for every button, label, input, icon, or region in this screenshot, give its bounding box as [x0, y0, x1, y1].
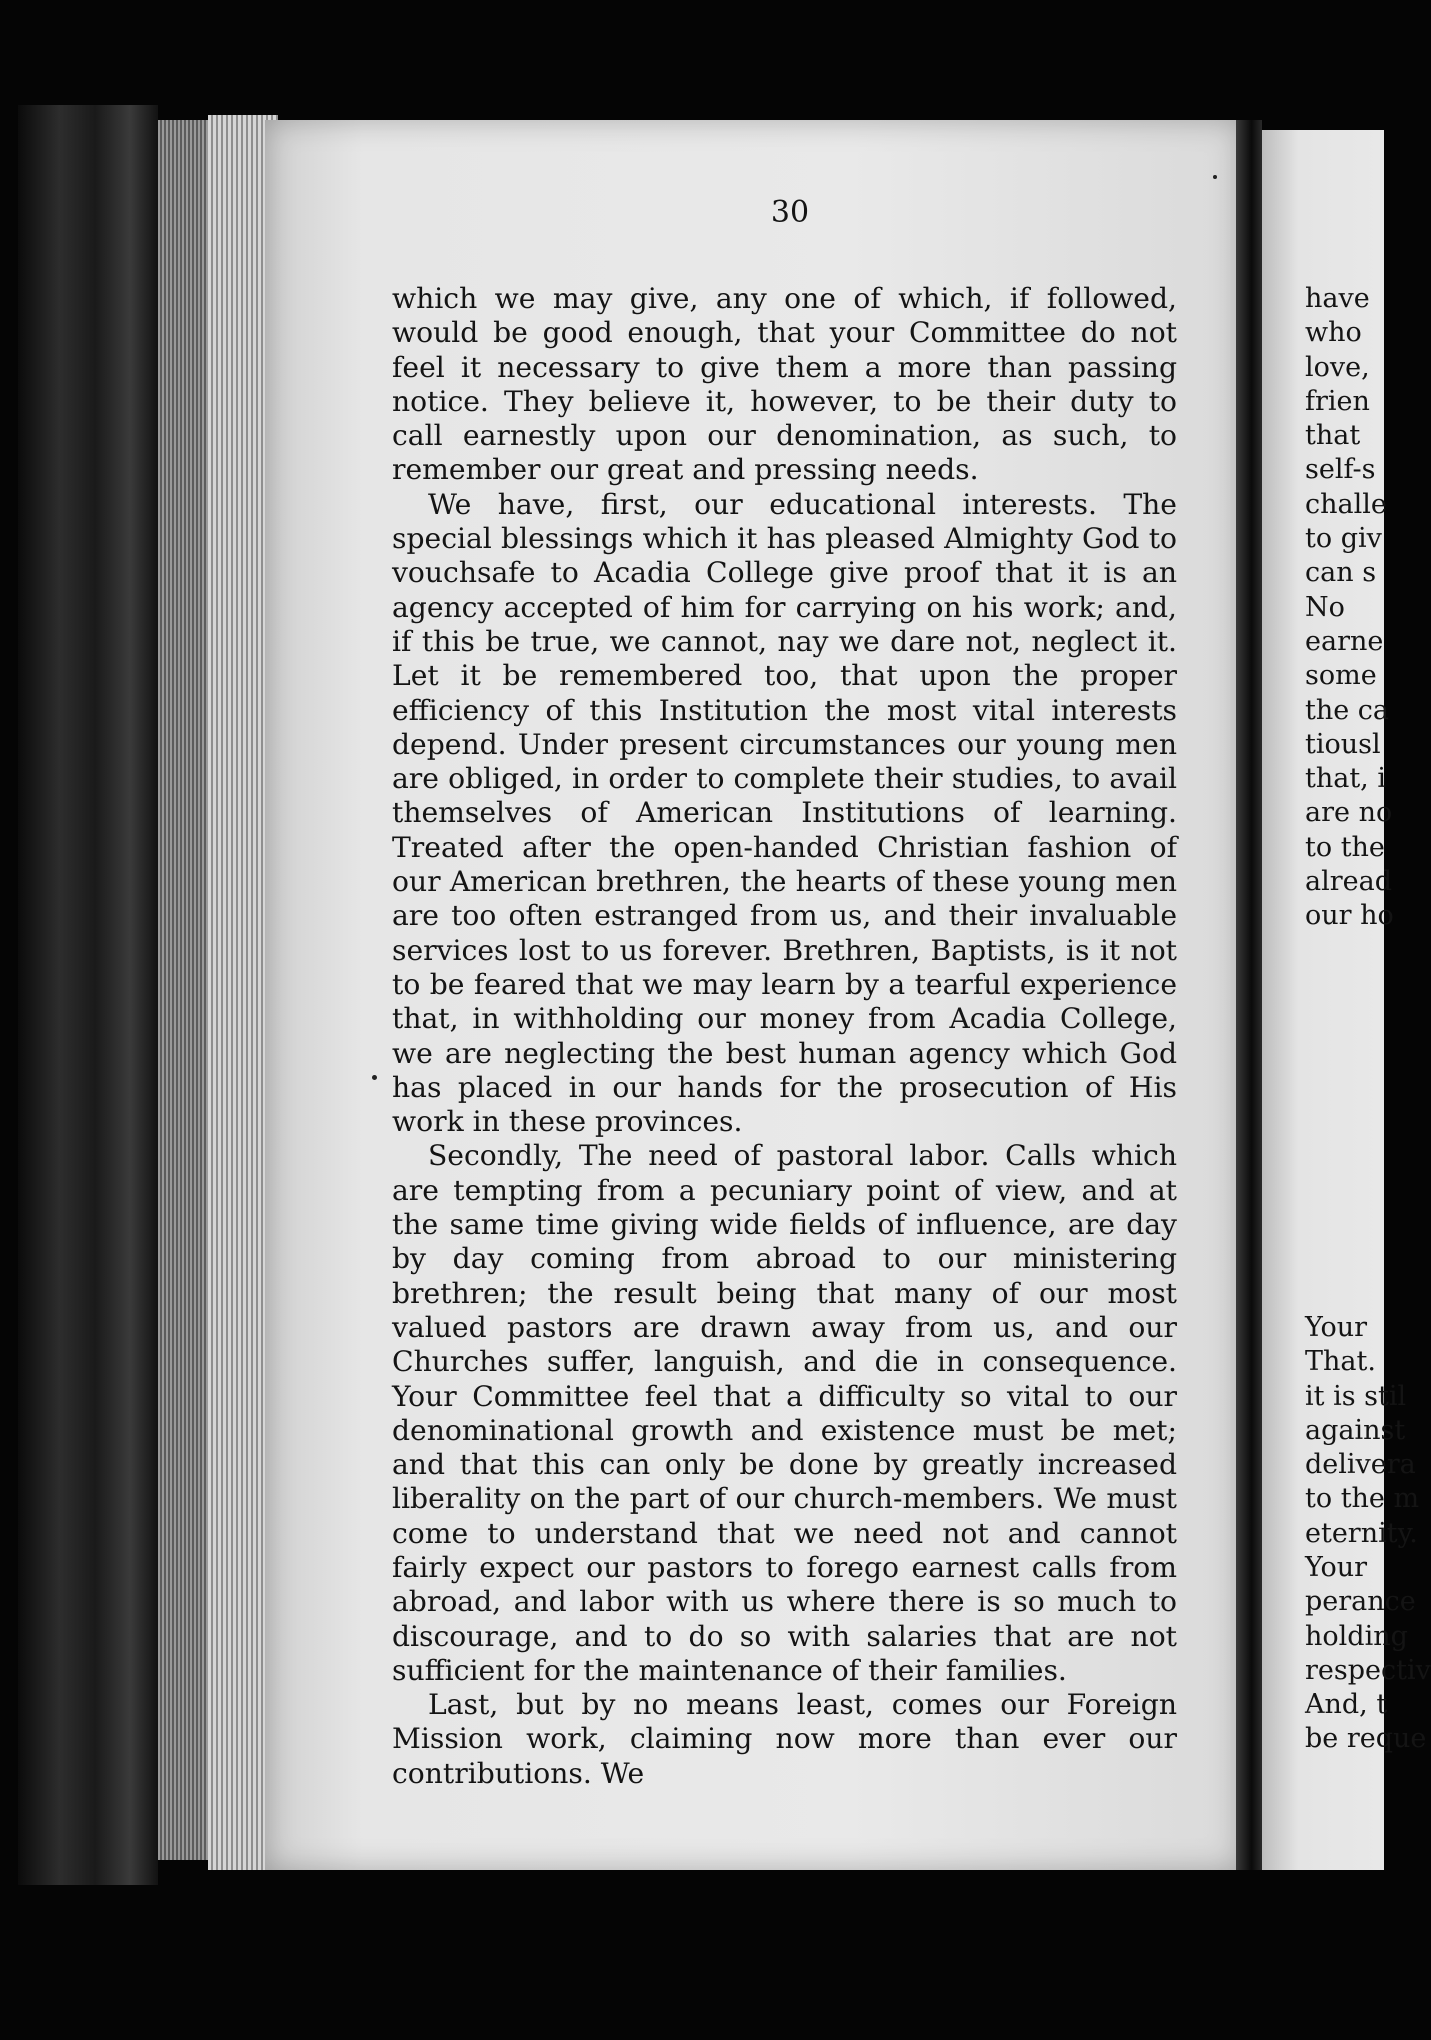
paragraph-3: Secondly, The need of pastoral labor. Calls which are tempting from a pecuniary point of view, and at the same time giving wide fields of influence, are day by day coming from abroad to our ministering brethren; the result being that many of our most valued pastors are drawn away from us, and our Churches suffer, languish, and die in consequence. Your Committee feel that a difficulty so vital to our denominational growth and existence must be met; and that this can only be done by greatly increased liberality on the part of our church-members. We must come to understand that we need not and cannot fairly expect our pastors to forego earnest calls from abroad, and labor with us where there is so much to discourage, and to do so with salaries that are not sufficient for the maintenance of their families.	[392, 1139, 1177, 1687]
facing-page-line	[1305, 1105, 1425, 1139]
facing-page-line: delivera	[1305, 1449, 1416, 1481]
paragraph-4: Last, but by no means least, comes our Foreign Mission work, claiming now more than ever our contributions. We	[392, 1688, 1177, 1790]
facing-page-line: frien	[1305, 385, 1370, 417]
facing-page-line	[1305, 1139, 1425, 1173]
book-gutter	[1236, 120, 1262, 1870]
facing-page-line: to the	[1305, 831, 1385, 863]
facing-page-line: love,	[1305, 351, 1370, 383]
facing-page-line	[1305, 968, 1425, 1002]
facing-page-line: No	[1305, 591, 1345, 623]
facing-page-line	[1305, 1174, 1425, 1208]
facing-page-line: some	[1305, 660, 1377, 692]
facing-page-line: alread	[1305, 866, 1392, 898]
facing-page-line: to the m	[1305, 1483, 1420, 1515]
facing-page-line: respectiv	[1305, 1654, 1431, 1686]
facing-page-line: are no	[1305, 797, 1393, 829]
facing-page-line: perance	[1305, 1586, 1416, 1618]
facing-page-line: eternity.	[1305, 1517, 1418, 1549]
facing-page-line	[1305, 934, 1425, 968]
facing-page-line: against	[1305, 1414, 1406, 1446]
facing-page-line: self-s	[1305, 454, 1376, 486]
facing-page-line: can s	[1305, 557, 1377, 589]
facing-page-line	[1305, 1071, 1425, 1105]
facing-page-line: that, i	[1305, 763, 1386, 795]
scan-speck	[1213, 175, 1217, 179]
page-body-text	[392, 282, 1177, 1791]
facing-page-line: have	[1305, 283, 1370, 314]
facing-page-line: That.	[1305, 1346, 1376, 1378]
facing-page-line: that	[1305, 420, 1361, 452]
page-number: 30	[770, 195, 810, 230]
facing-page-line: the ca	[1305, 694, 1390, 726]
facing-page-line: And, t	[1305, 1689, 1388, 1721]
facing-page-line	[1305, 1002, 1425, 1036]
scan-speck	[372, 1075, 377, 1080]
page-stack-edge	[158, 120, 208, 1860]
paragraph-2: We have, first, our educational interests. The special blessings which it has pleased Almighty God to vouchsafe to Acadia College give proof that it is an agency accepted of him for carrying on his work; and, if this be true, we cannot, nay we dare not, neglect it. Let it be remembered too, that upon the proper efficiency of this Institution the most vital interests depend. Under present circumstances our young men are obliged, in order to complete their studies, to avail themselves of American Institutions of learning. Treated after the open-handed Christian fashion of our American brethren, the hearts of these young men are too often estranged from us, and their invaluable services lost to us forever. Brethren, Baptists, is it not to be feared that we may learn by a tearful experience that, in withholding our money from Acadia College, we are neglecting the best human agency which God has placed in our hands for the prosecution of His work in these provinces.	[392, 487, 1177, 1139]
facing-page-line: Your	[1305, 1551, 1368, 1583]
facing-page-text-fragments	[1305, 282, 1431, 1757]
facing-page-line	[1305, 1037, 1425, 1071]
facing-page-line: tiousl	[1305, 728, 1381, 760]
facing-page-line: be reque	[1305, 1723, 1427, 1755]
facing-page-line	[1305, 1277, 1425, 1311]
facing-page-line: our ho	[1305, 900, 1394, 932]
facing-page-line	[1305, 1242, 1425, 1276]
facing-page-line: who	[1305, 317, 1362, 349]
facing-page-line: Your	[1305, 1311, 1368, 1343]
paragraph-1: which we may give, any one of which, if followed, would be good enough, that your Committee do not feel it necessary to give them a more than passing notice. They believe it, however, to be their duty to call earnestly upon our denomination, as such, to remember our great and pressing needs.	[392, 282, 1177, 487]
book-spine	[18, 105, 158, 1885]
facing-page-line	[1305, 1208, 1425, 1242]
facing-page-line: holding	[1305, 1620, 1408, 1652]
facing-page-line: earne	[1305, 625, 1384, 657]
facing-page-line: it is stil	[1305, 1380, 1407, 1412]
facing-page-line: to giv	[1305, 523, 1382, 555]
facing-page-line: challe	[1305, 488, 1387, 520]
